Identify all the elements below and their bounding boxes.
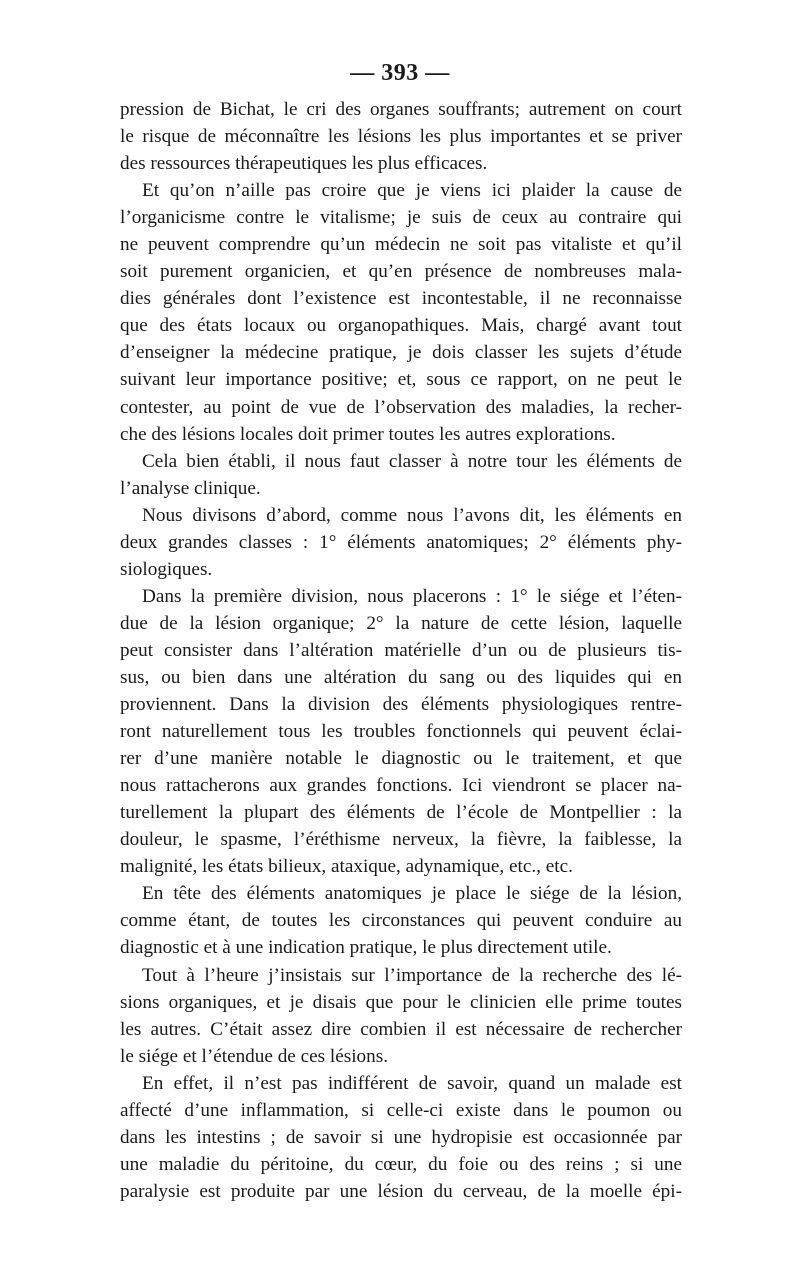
text-line: Et qu’on n’aille pas croire que je viens ici plaider la cause de (142, 180, 682, 202)
text-line: malignité, les états bilieux, ataxique, adynamique, etc., etc. (120, 856, 573, 878)
text-line: due de la lésion organique; 2° la nature de cette lésion, laquelle (120, 612, 682, 634)
text-line: sions organiques, et je disais que pour le clinicien elle prime toutes (120, 991, 682, 1013)
text-line: le risque de méconnaître les lésions les plus importantes et se priver (120, 126, 682, 148)
text-line: peut consister dans l’altération matérielle d’un ou de plusieurs tis- (120, 639, 682, 661)
text-line: En tête des éléments anatomiques je place le siége de la lésion, (142, 883, 682, 905)
text-line: dies générales dont l’existence est incontestable, il ne reconnaisse (120, 288, 682, 310)
text-line: Cela bien établi, il nous faut classer à notre tour les éléments de (142, 450, 682, 472)
text-line: douleur, le spasme, l’éréthisme nerveux, la fièvre, la faiblesse, la (120, 829, 682, 851)
page-number: — 393 — (350, 60, 450, 86)
text-line: che des lésions locales doit primer toutes les autres explorations. (120, 423, 616, 445)
text-line: soit purement organicien, et qu’en présence de nombreuses mala- (120, 261, 682, 283)
text-line: les autres. C’était assez dire combien il est nécessaire de rechercher (120, 1018, 682, 1040)
text-line: suivant leur importance positive; et, sous ce rapport, on ne peut le (120, 369, 682, 391)
text-line: siologiques. (120, 558, 213, 580)
text-line: diagnostic et à une indication pratique, le plus directement utile. (120, 937, 612, 959)
text-line: Dans la première division, nous placerons : 1° le siége et l’éten- (142, 585, 682, 607)
text-line: l’organicisme contre le vitalisme; je suis de ceux au contraire qui (120, 207, 682, 229)
text-line: dans les intestins ; de savoir si une hydropisie est occasionnée par (120, 1126, 682, 1148)
text-line: pression de Bichat, le cri des organes souffrants; autrement on court (120, 99, 682, 120)
text-line: d’enseigner la médecine pratique, je dois classer les sujets d’étude (120, 342, 682, 364)
text-line: En effet, il n’est pas indifférent de savoir, quand un malade est (142, 1072, 682, 1094)
text-line: ne peuvent comprendre qu’un médecin ne soit pas vitaliste et qu’il (120, 234, 682, 256)
text-line: ront naturellement tous les troubles fonctionnels qui peuvent éclai- (120, 721, 682, 743)
text-line: contester, au point de vue de l’observation des maladies, la recher- (120, 396, 682, 418)
text-line: l’analyse clinique. (120, 477, 261, 499)
text-line: nous rattacherons aux grandes fonctions. Ici viendront se placer na- (120, 775, 682, 797)
text-line: paralysie est produite par une lésion du cerveau, de la moelle épi- (120, 1180, 682, 1202)
text-line: comme étant, de toutes les circonstances qui peuvent conduire au (120, 910, 682, 932)
text-line: turellement la plupart des éléments de l’école de Montpellier : la (120, 802, 682, 824)
text-line: affecté d’une inflammation, si celle-ci existe dans le poumon ou (120, 1099, 682, 1121)
text-line: une maladie du péritoine, du cœur, du foie ou des reins ; si une (120, 1153, 682, 1175)
text-line: que des états locaux ou organopathiques. Mais, chargé avant tout (120, 315, 682, 337)
text-line: Nous divisons d’abord, comme nous l’avons dit, les éléments en (142, 504, 682, 526)
text-line: sus, ou bien dans une altération du sang ou des liquides qui en (120, 666, 682, 688)
text-line: rer d’une manière notable le diagnostic ou le traitement, et que (120, 748, 682, 770)
text-line: le siége et l’étendue de ces lésions. (120, 1045, 388, 1067)
text-line: Tout à l’heure j’insistais sur l’importance de la recherche des lé- (142, 964, 682, 986)
text-line: des ressources thérapeutiques les plus efficaces. (120, 153, 488, 175)
body-text (120, 96, 682, 1205)
text-line: proviennent. Dans la division des éléments physiologiques rentre- (120, 694, 682, 716)
text-line: deux grandes classes : 1° éléments anatomiques; 2° éléments phy- (120, 531, 682, 553)
